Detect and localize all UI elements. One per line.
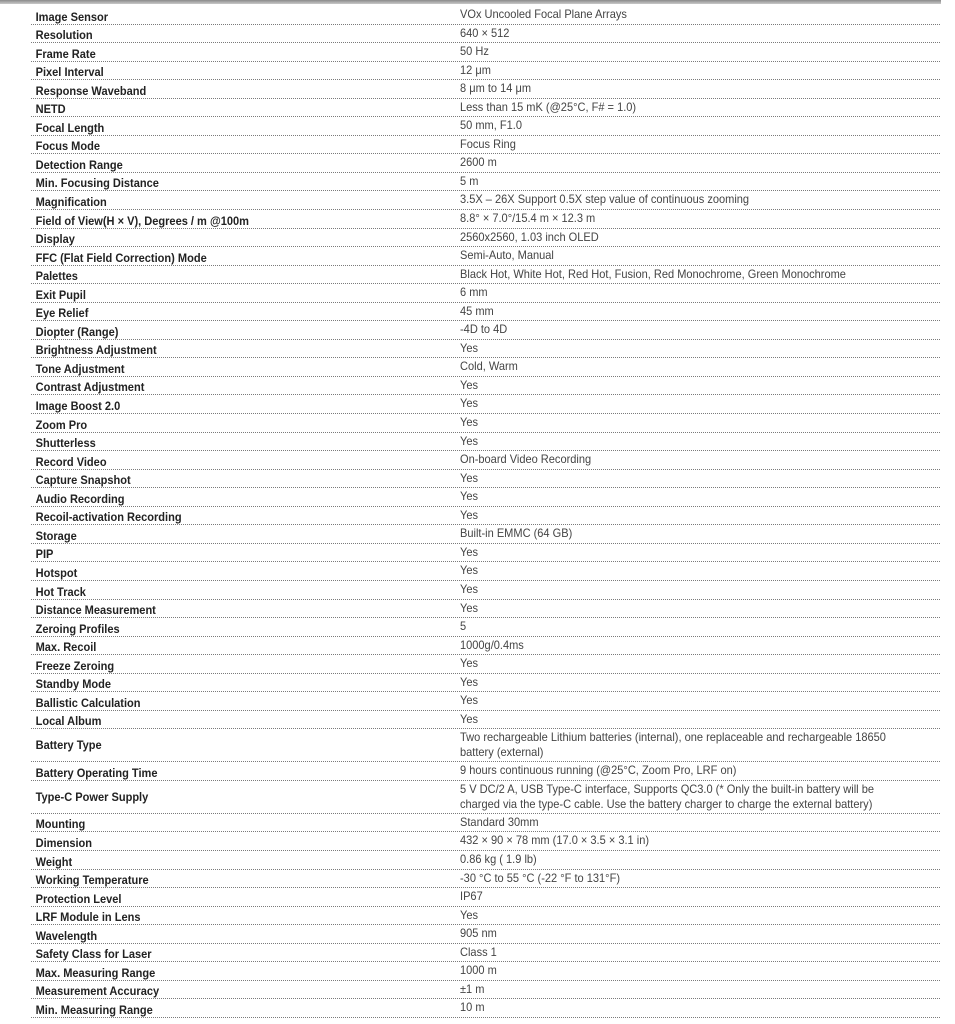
- spec-row: [31, 729, 940, 762]
- spec-row: [31, 321, 940, 340]
- spec-label: Max. Recoil: [35, 640, 97, 655]
- spec-label: Hotspot: [35, 565, 78, 580]
- spec-row: [31, 581, 940, 600]
- spec-value: Yes: [460, 433, 479, 448]
- spec-row: [31, 117, 940, 136]
- spec-value: Black Hot, White Hot, Red Hot, Fusion, Red Monochrome, Green Monochrome: [460, 266, 846, 281]
- spec-label: LRF Module in Lens: [35, 910, 141, 925]
- spec-label: Wavelength: [35, 928, 98, 943]
- spec-row: [31, 266, 940, 285]
- spec-row: [31, 414, 940, 433]
- spec-row: [31, 832, 940, 851]
- spec-value: Standard 30mm: [460, 814, 539, 829]
- spec-value: Yes: [460, 544, 479, 559]
- spec-row: [31, 618, 940, 637]
- spec-row: [31, 173, 940, 192]
- spec-label: Magnification: [35, 195, 107, 210]
- spec-value: Focus Ring: [460, 136, 516, 151]
- spec-value: 50 Hz: [460, 44, 489, 59]
- spec-row: [31, 781, 940, 814]
- spec-row: [31, 711, 940, 730]
- spec-value: 45 mm: [460, 303, 494, 318]
- spec-value: Yes: [460, 340, 479, 355]
- spec-value: 6 mm: [460, 285, 488, 300]
- spec-label: Storage: [35, 528, 77, 543]
- spec-label: Dimension: [35, 835, 93, 850]
- spec-row: [31, 851, 940, 870]
- spec-label: Focus Mode: [35, 139, 101, 154]
- spec-row: [31, 907, 940, 926]
- spec-row: [31, 154, 940, 173]
- spec-row: [31, 888, 940, 907]
- spec-value: Yes: [460, 711, 479, 726]
- spec-value: Cold, Warm: [460, 359, 518, 374]
- spec-label: PIP: [35, 547, 54, 562]
- spec-row: [31, 488, 940, 507]
- spec-value: 9 hours continuous running (@25°C, Zoom Pro, LRF on): [460, 763, 737, 778]
- spec-value: Yes: [460, 693, 479, 708]
- spec-value: 2600 m: [460, 155, 497, 170]
- spec-value: 640 × 512: [460, 25, 510, 40]
- spec-value: 10 m: [460, 1000, 485, 1015]
- spec-row: [31, 999, 940, 1018]
- spec-value: 5: [460, 619, 467, 634]
- spec-value: 1000 m: [460, 963, 497, 978]
- spec-value: 5 V DC/2 A, USB Type-C interface, Supports QC3.0 (* Only the built-in battery will be charged via the type-C cable. Use the battery charger to charge the external battery): [460, 781, 874, 811]
- spec-row: [31, 562, 940, 581]
- spec-label: Frame Rate: [35, 46, 96, 61]
- spec-row: [31, 210, 940, 229]
- spec-value: Yes: [460, 507, 479, 522]
- spec-label: Palettes: [35, 269, 78, 284]
- spec-row: [31, 229, 940, 248]
- spec-value: 432 × 90 × 78 mm (17.0 × 3.5 × 3.1 in): [460, 833, 650, 848]
- spec-row: [31, 981, 940, 1000]
- spec-row: [31, 80, 940, 99]
- spec-label: Protection Level: [35, 891, 122, 906]
- spec-value: Yes: [460, 674, 479, 689]
- spec-label: Image Boost 2.0: [35, 399, 121, 414]
- spec-row: [31, 191, 940, 210]
- spec-label: Working Temperature: [35, 873, 149, 888]
- spec-value: 50 mm, F1.0: [460, 118, 522, 133]
- spec-value: -30 °C to 55 °C (-22 °F to 131°F): [460, 870, 621, 885]
- spec-value: Yes: [460, 581, 479, 596]
- spec-label: Type-C Power Supply: [35, 789, 149, 804]
- spec-row: [31, 507, 940, 526]
- spec-value: Class 1: [460, 944, 497, 959]
- spec-label: Min. Measuring Range: [35, 1002, 153, 1017]
- spec-label: Brightness Adjustment: [35, 343, 157, 358]
- spec-row: [31, 692, 940, 711]
- spec-label: Ballistic Calculation: [35, 695, 141, 710]
- spec-value: IP67: [460, 889, 483, 904]
- spec-label: Image Sensor: [35, 9, 109, 24]
- spec-label: Tone Adjustment: [35, 361, 125, 376]
- spec-row: [31, 962, 940, 981]
- spec-row: [31, 470, 940, 489]
- spec-label: Resolution: [35, 28, 93, 43]
- spec-label: Zoom Pro: [35, 417, 88, 432]
- spec-value: 905 nm: [460, 926, 497, 941]
- spec-row: [31, 377, 940, 396]
- spec-row: [31, 340, 940, 359]
- spec-label: Standby Mode: [35, 677, 112, 692]
- spec-label: Eye Relief: [35, 306, 89, 321]
- spec-value: Built-in EMMC (64 GB): [460, 526, 573, 541]
- spec-label: Distance Measurement: [35, 603, 156, 618]
- spec-label: Min. Focusing Distance: [35, 176, 159, 191]
- top-rule: [0, 0, 941, 4]
- spec-label: Measurement Accuracy: [35, 984, 160, 999]
- spec-row: [31, 395, 940, 414]
- spec-table: [31, 6, 940, 1018]
- spec-value: 8.8° × 7.0°/15.4 m × 12.3 m: [460, 211, 596, 226]
- spec-value: Yes: [460, 563, 479, 578]
- spec-label: Field of View(H × V), Degrees / m @100m: [35, 213, 249, 228]
- spec-value: Yes: [460, 415, 479, 430]
- spec-label: Shutterless: [35, 436, 96, 451]
- spec-label: Audio Recording: [35, 491, 125, 506]
- spec-value: Semi-Auto, Manual: [460, 248, 554, 263]
- spec-label: Hot Track: [35, 584, 86, 599]
- spec-label: Detection Range: [35, 157, 123, 172]
- spec-label: Weight: [35, 854, 73, 869]
- spec-value: Less than 15 mK (@25°C, F# = 1.0): [460, 99, 637, 114]
- spec-value: Yes: [460, 656, 479, 671]
- spec-row: [31, 62, 940, 81]
- spec-row: [31, 637, 940, 656]
- spec-row: [31, 43, 940, 62]
- spec-row: [31, 6, 940, 25]
- spec-value: 5 m: [460, 173, 479, 188]
- spec-row: [31, 358, 940, 377]
- spec-row: [31, 600, 940, 619]
- spec-row: [31, 674, 940, 693]
- spec-value: ±1 m: [460, 981, 485, 996]
- spec-value: 12 μm: [460, 62, 491, 77]
- spec-label: Safety Class for Laser: [35, 947, 152, 962]
- spec-label: Local Album: [35, 714, 102, 729]
- spec-value: 2560x2560, 1.03 inch OLED: [460, 229, 599, 244]
- spec-label: Focal Length: [35, 120, 105, 135]
- spec-value: 0.86 kg ( 1.9 lb): [460, 851, 537, 866]
- spec-label: Exit Pupil: [35, 287, 86, 302]
- spec-value: Yes: [460, 489, 479, 504]
- spec-label: Battery Type: [35, 738, 102, 753]
- spec-row: [31, 870, 940, 889]
- spec-row: [31, 925, 940, 944]
- spec-value: 1000g/0.4ms: [460, 637, 524, 652]
- spec-label: Freeze Zeroing: [35, 658, 115, 673]
- spec-row: [31, 303, 940, 322]
- spec-label: Capture Snapshot: [35, 473, 131, 488]
- spec-label: Max. Measuring Range: [35, 965, 156, 980]
- spec-value: 3.5X – 26X Support 0.5X step value of continuous zooming: [460, 192, 750, 207]
- spec-row: [31, 544, 940, 563]
- spec-row: [31, 762, 940, 781]
- spec-label: Diopter (Range): [35, 324, 119, 339]
- spec-row: [31, 284, 940, 303]
- spec-value: On-board Video Recording: [460, 452, 592, 467]
- spec-value: Yes: [460, 377, 479, 392]
- spec-row: [31, 433, 940, 452]
- spec-row: [31, 247, 940, 266]
- spec-value: -4D to 4D: [460, 322, 508, 337]
- spec-label: Battery Operating Time: [35, 765, 158, 780]
- spec-label: Zeroing Profiles: [35, 621, 120, 636]
- spec-row: [31, 525, 940, 544]
- spec-row: [31, 451, 940, 470]
- spec-value: VOx Uncooled Focal Plane Arrays: [460, 7, 627, 21]
- spec-label: Mounting: [35, 817, 86, 832]
- spec-label: Pixel Interval: [35, 65, 104, 80]
- spec-label: Display: [35, 232, 75, 247]
- spec-label: NETD: [35, 102, 66, 117]
- spec-value: Yes: [460, 396, 479, 411]
- spec-label: Contrast Adjustment: [35, 380, 145, 395]
- spec-row: [31, 99, 940, 118]
- spec-label: Record Video: [35, 454, 107, 469]
- spec-row: [31, 655, 940, 674]
- spec-label: FFC (Flat Field Correction) Mode: [35, 250, 207, 265]
- spec-value: Yes: [460, 907, 479, 922]
- spec-row: [31, 814, 940, 833]
- spec-row: [31, 25, 940, 44]
- spec-label: Recoil-activation Recording: [35, 510, 182, 525]
- spec-value: Two rechargeable Lithium batteries (internal), one replaceable and rechargeable 18650 battery (external): [460, 730, 886, 760]
- spec-value: Yes: [460, 600, 479, 615]
- spec-label: Response Waveband: [35, 83, 147, 98]
- spec-value: Yes: [460, 470, 479, 485]
- spec-value: 8 μm to 14 μm: [460, 81, 532, 96]
- spec-row: [31, 944, 940, 963]
- spec-row: [31, 136, 940, 155]
